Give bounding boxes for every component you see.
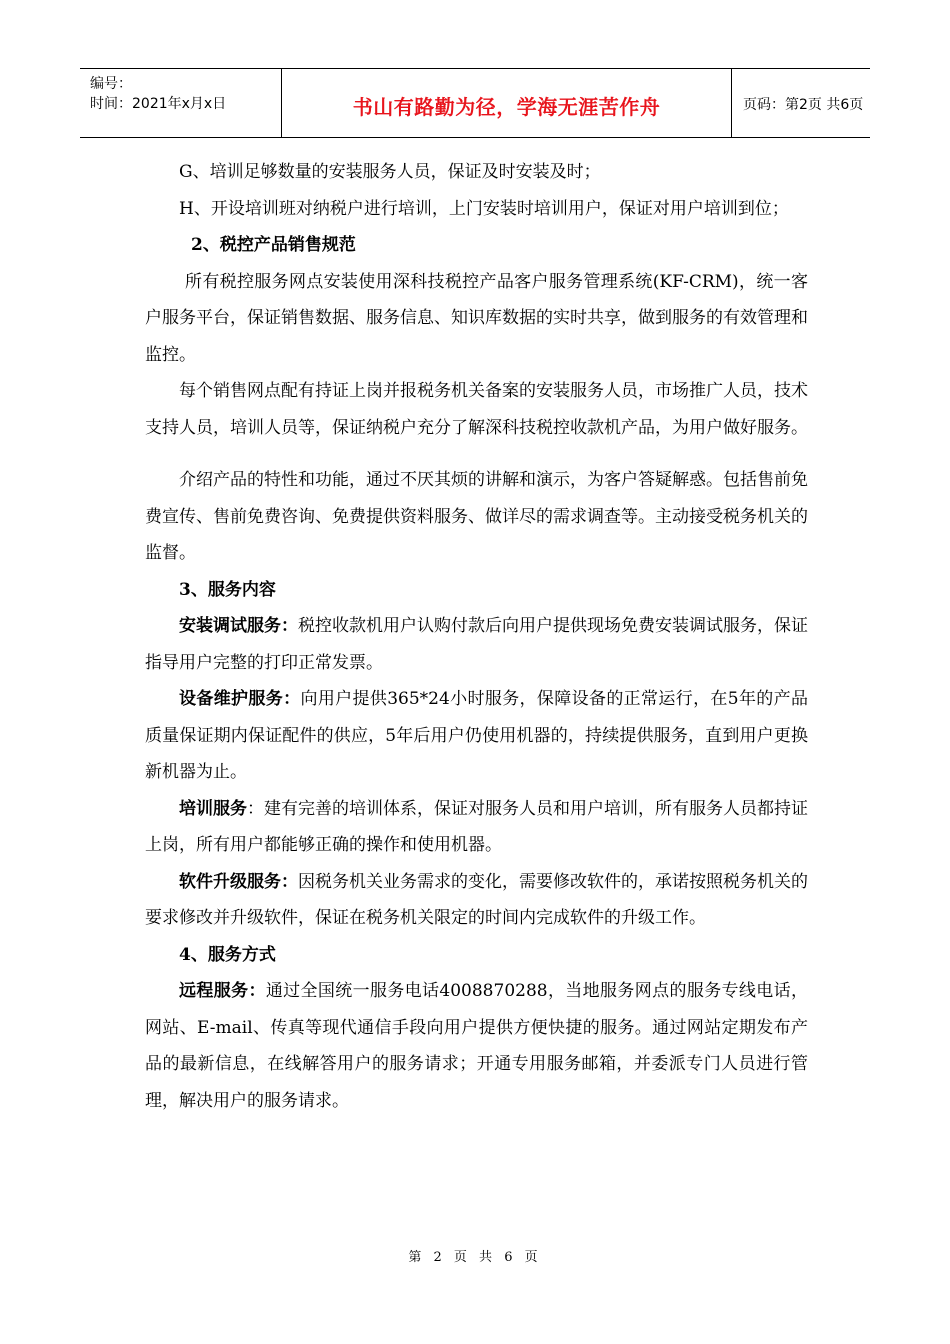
maintenance-service-lead: 设备维护服务： <box>179 689 301 709</box>
header-info-cell <box>80 69 281 137</box>
install-service-paragraph <box>145 608 808 681</box>
software-upgrade-lead: 软件升级服务： <box>179 871 298 892</box>
item-h: H、开设培训班对纳税户进行培训，上门安装时培训用户，保证对用户培训到位； <box>179 198 789 219</box>
software-upgrade-paragraph <box>145 864 808 937</box>
remote-service-text: 通过全国统一服务电话4008870288，当地服务网点的服务专线电话，网站、E-mail、传真等现代通信手段向用户提供方便快捷的服务。通过网站定期发布产品的最新信息，在线解答用户的服务请求；开通专用服务邮箱，并委派专门人员进行管理，解决用户的服务请求。 <box>145 981 808 1111</box>
section-2-paragraph-2: 每个销售网点配有持证上岗并报税务机关备案的安装服务人员，市场推广人员，技术支持人员，培训人员等，保证纳税户充分了解深科技税控收款机产品，为用户做好服务。 <box>145 381 808 438</box>
training-service-paragraph <box>145 791 808 864</box>
training-service-text: ：建有完善的培训体系，保证对服务人员和用户培训，所有服务人员都持证上岗，所有用户都能够正确的操作和使用机器。 <box>145 798 808 855</box>
item-g: G、培训足够数量的安装服务人员，保证及时安装及时； <box>179 162 601 182</box>
remote-service-paragraph <box>145 973 808 1119</box>
header-page-cell <box>731 69 870 137</box>
remote-service-lead: 远程服务： <box>179 981 266 1001</box>
maintenance-service-text: 向用户提供365*24小时服务，保障设备的正常运行，在5年的产品质量保证期内保证配件的供应，5年后用户仍使用机器的，持续提供服务，直到用户更换新机器为止。 <box>145 689 808 782</box>
section-3-title: 3、服务内容 <box>179 579 276 600</box>
install-service-lead: 安装调试服务： <box>179 616 298 636</box>
page-header <box>80 68 870 138</box>
document-number-label: 编号： <box>90 76 132 92</box>
section-2-paragraph-3: 介绍产品的特性和功能，通过不厌其烦的讲解和演示，为客户答疑解惑。包括售前免费宣传、售前免费咨询、免费提供资料服务、做详尽的需求调查等。主动接受税务机关的监督。 <box>145 470 808 563</box>
document-date-label: 时间：2021年x月x日 <box>90 96 227 112</box>
page-footer: 第 2 页 共 6 页 <box>408 1250 542 1265</box>
maintenance-service-paragraph <box>145 681 808 791</box>
header-motto-cell <box>281 69 732 137</box>
paragraph-gap <box>145 446 808 462</box>
section-4-title: 4、服务方式 <box>179 944 276 965</box>
header-motto: 书山有路勤为径，学海无涯苦作舟 <box>352 95 661 119</box>
header-page-number: 页码：第2页 共6页 <box>743 97 864 113</box>
section-2-title: 2、税控产品销售规范 <box>191 235 356 255</box>
install-service-text: 税控收款机用户认购付款后向用户提供现场免费安装调试服务，保证指导用户完整的打印正常发票。 <box>145 616 808 673</box>
software-upgrade-text: 因税务机关业务需求的变化，需要修改软件的，承诺按照税务机关的要求修改并升级软件，保证在税务机关限定的时间内完成软件的升级工作。 <box>145 871 808 928</box>
section-2-paragraph-1: 所有税控服务网点安装使用深科技税控产品客户服务管理系统(KF-CRM)，统一客户服务平台，保证销售数据、服务信息、知识库数据的实时共享，做到服务的有效管理和监控。 <box>145 271 808 365</box>
training-service-lead: 培训服务 <box>179 798 247 819</box>
document-body <box>145 154 808 1119</box>
